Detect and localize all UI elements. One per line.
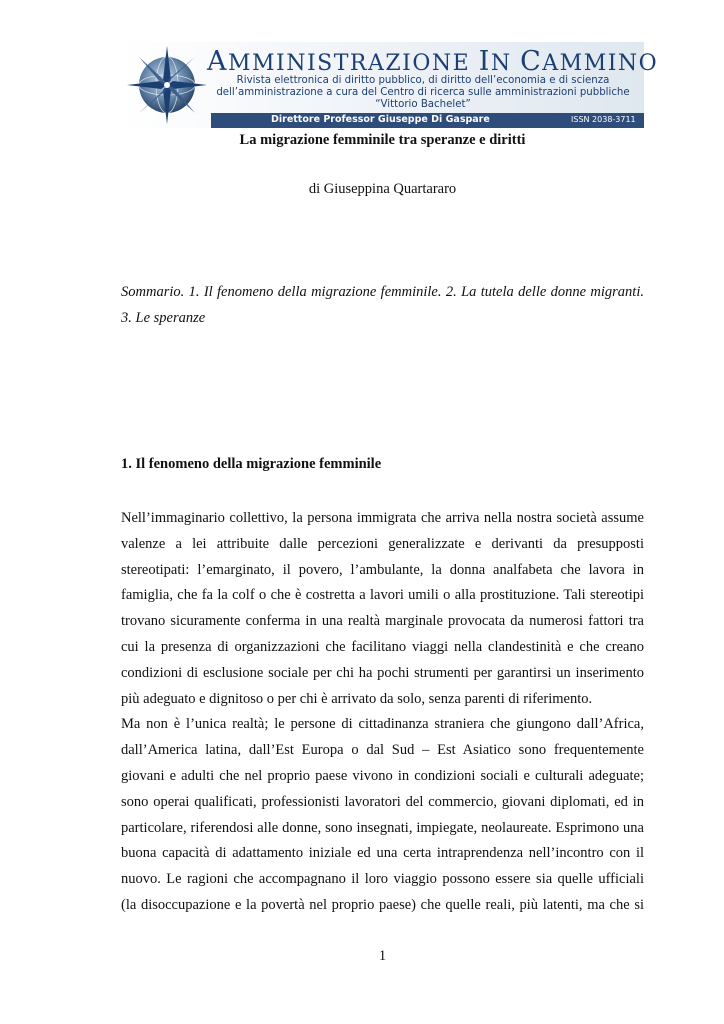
summary-line: Sommario. 1. Il fenomeno della migrazione femminile. 2. La tutela delle donne migranti. bbox=[121, 284, 644, 300]
title-part-ammino: AMMINO bbox=[542, 51, 659, 76]
journal-subtitle-line-2: dell’amministrazione a cura del Centro di ricerca sulle amministrazioni pubbliche bbox=[216, 87, 630, 98]
journal-title bbox=[207, 46, 659, 77]
page-number: 1 bbox=[378, 948, 387, 964]
body-line: Nell’immaginario collettivo, la persona immigrata che arriva nella nostra società assume bbox=[121, 510, 644, 526]
title-part-n: N bbox=[490, 51, 521, 76]
body-line: nuovo. Le ragioni che accompagnano il loro viaggio possono essere sia quelle ufficiali bbox=[121, 871, 644, 888]
article-summary bbox=[121, 279, 644, 331]
body-line: valenze a lei attribuite dalle percezioni generalizzate e derivanti da presupposti bbox=[121, 535, 644, 552]
body-line: Ma non è l’unica realtà; le persone di cittadinanza straniera che giungono dall’Africa, bbox=[121, 716, 644, 733]
body-line: buona capacità di adattamento iniziale ed una certa intraprendenza nell’incontro con il bbox=[121, 845, 644, 862]
body-line: particolare, riferendosi alle donne, sono insegnati, impiegate, neolaureate. Esprimono una bbox=[121, 819, 644, 836]
journal-banner bbox=[121, 42, 659, 128]
globe-logo-icon bbox=[125, 44, 209, 126]
journal-subtitle-line-1: Rivista elettronica di diritto pubblico, di diritto dell’economia e di scienza bbox=[236, 75, 610, 86]
body-line: (la disoccupazione e la povertà nel proprio paese) che quelle reali, più latenti, ma che si bbox=[121, 896, 644, 913]
journal-issn: ISSN 2038-3711 bbox=[571, 115, 636, 124]
body-line: famiglia, che fa la colf o che è costretta a lavori umili o alla prostituzione. Tali stereotipi bbox=[121, 587, 644, 604]
body-paragraphs bbox=[121, 506, 644, 919]
body-line: giovani e adulti che nel proprio paese vivono in condizioni sociali e culturali adeguate; bbox=[121, 767, 644, 784]
summary-line: 3. Le speranze bbox=[121, 310, 206, 326]
title-part-mministrazione: MMINISTRAZIONE bbox=[228, 51, 479, 76]
article-title: La migrazione femminile tra speranze e diritti bbox=[239, 132, 526, 148]
title-initial-c: C bbox=[520, 46, 543, 77]
body-line: cui la presenza di organizzazioni che facilitano viaggi nella clandestinità e che creano bbox=[121, 638, 644, 655]
section-heading: 1. Il fenomeno della migrazione femminile bbox=[121, 456, 382, 472]
article-author: di Giuseppina Quartararo bbox=[308, 181, 457, 197]
body-line: più adeguato e dignitoso o per chi è arrivato da solo, senza parenti di riferimento. bbox=[121, 690, 593, 707]
journal-subtitle-line-3: “Vittorio Bachelet” bbox=[375, 99, 471, 110]
journal-director: Direttore Professor Giuseppe Di Gaspare bbox=[271, 114, 490, 125]
body-line: trovano sicuramente conferma in una realtà marginale provocata da numerosi fattori tra bbox=[121, 613, 644, 630]
title-initial-i: I bbox=[478, 46, 491, 77]
body-line: condizioni di esclusione sociale per chi ha pochi strumenti per garantirsi un inserimento bbox=[121, 664, 644, 681]
body-line: stereotipati: l’emarginato, il povero, l’ambulante, la donna analfabeta che lavora in bbox=[121, 561, 644, 578]
body-line: dall’America latina, dall’Est Europa o dal Sud – Est Asiatico sono frequentemente bbox=[121, 742, 644, 759]
body-line: sono operai qualificati, professionisti lavoratori del commercio, giovani diplomati, ed in bbox=[121, 793, 644, 810]
title-initial-a: A bbox=[207, 46, 228, 77]
